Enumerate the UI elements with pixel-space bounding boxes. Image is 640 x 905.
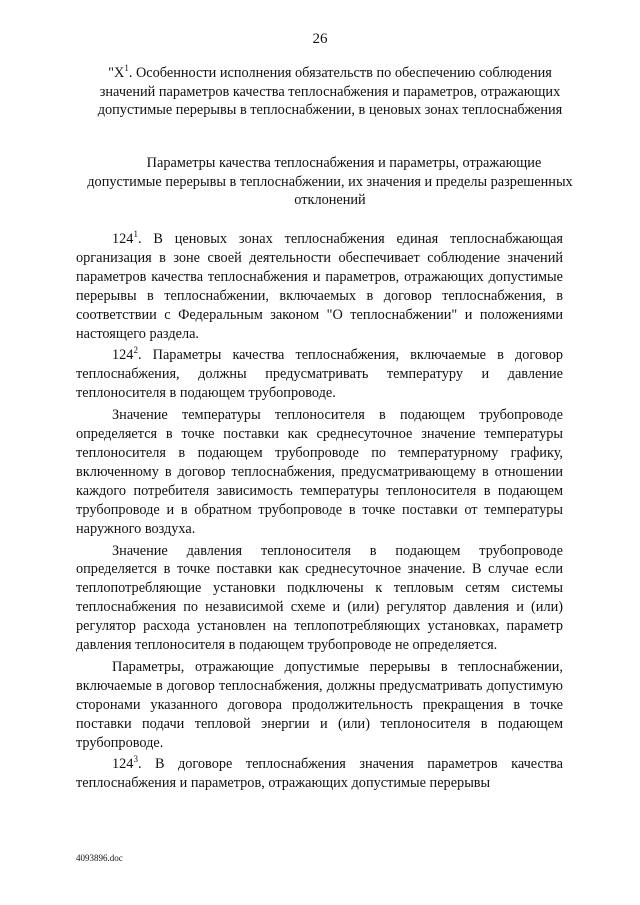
document-filename-footer: 4093896.doc xyxy=(76,853,123,863)
clause-superscript: 1 xyxy=(133,229,138,239)
page-number: 26 xyxy=(312,31,328,47)
paragraph-text: Значение температуры теплоносителя в подающем трубопроводе определяется в точке поставки как среднесуточное значение температуры теплоносителя в подающем трубопроводе по температурному графику, включенному в договор теплоснабжения, предусматривающему в отношении каждого потребителя зависимость температуры теплоносителя в подающем трубопроводе и в обратном трубопроводе в точке поставки от температуры наружного воздуха. xyxy=(76,407,563,537)
paragraph-124-3 xyxy=(76,755,563,793)
paragraph-text: Параметры, отражающие допустимые перерывы в теплоснабжении, включаемые в договор теплоснабжения, должны предусматривать допустимую сторонами указанного договора продолжительность прекращения в точке поставки подачи тепловой энергии и (или) теплоносителя в подающем трубопроводе. xyxy=(76,658,563,751)
subsection-heading: Параметры качества теплоснабжения и параметры, отражающие допустимые перерывы в теплоснабжении, их значения и пределы разрешенных отклонений xyxy=(87,155,573,208)
paragraph-temperature xyxy=(76,406,563,538)
clause-number: 124 xyxy=(112,756,134,773)
paragraph-124-2 xyxy=(76,346,563,403)
section-title xyxy=(90,64,570,120)
document-body xyxy=(76,230,563,793)
paragraph-text: . В договоре теплоснабжения значения параметров качества теплоснабжения и параметров, отражающих допустимые перерывы xyxy=(76,756,563,792)
paragraph-pressure xyxy=(76,542,563,655)
section-title-text: . Особенности исполнения обязательств по обеспечению соблюдения значений параметров качества теплоснабжения и параметров, отражающих допустимые перерывы в теплоснабжении, в ценовых зонах теплоснабжения xyxy=(97,65,563,118)
paragraph-124-1 xyxy=(76,230,563,343)
paragraph-text: Значение давления теплоносителя в подающем трубопроводе определяется в точке поставки как среднесуточное значение. В случае если теплопотребляющие установки подключены к тепловым сетям системы теплоснабжения по независимой схеме и (или) регулятор давления и (или) регулятор расхода установлен на теплопотребляющих установках, параметр давления теплоносителя в подающем трубопроводе не определяется. xyxy=(76,542,563,654)
section-superscript: 1 xyxy=(124,63,129,73)
clause-superscript: 2 xyxy=(133,345,138,356)
paragraph-text: . В ценовых зонах теплоснабжения единая теплоснабжающая организация в зоне своей деятельности обеспечивает соблюдение значений параметров качества теплоснабжения и параметров, отражающих допустимые перерывы в теплоснабжении, включаемых в договор теплоснабжения, в соответствии с Федеральным законом "О теплоснабжении" и положениями настоящего раздела. xyxy=(76,231,563,342)
paragraph-text: . Параметры качества теплоснабжения, включаемые в договор теплоснабжения, должны предусматривать температуру и давление теплоносителя в подающем трубопроводе. xyxy=(76,347,563,402)
clause-number: 124 xyxy=(112,347,134,364)
clause-number: 124 xyxy=(112,231,134,247)
clause-superscript: 3 xyxy=(133,754,138,765)
paragraph-interruptions xyxy=(76,658,563,753)
section-number: "X xyxy=(108,65,125,81)
